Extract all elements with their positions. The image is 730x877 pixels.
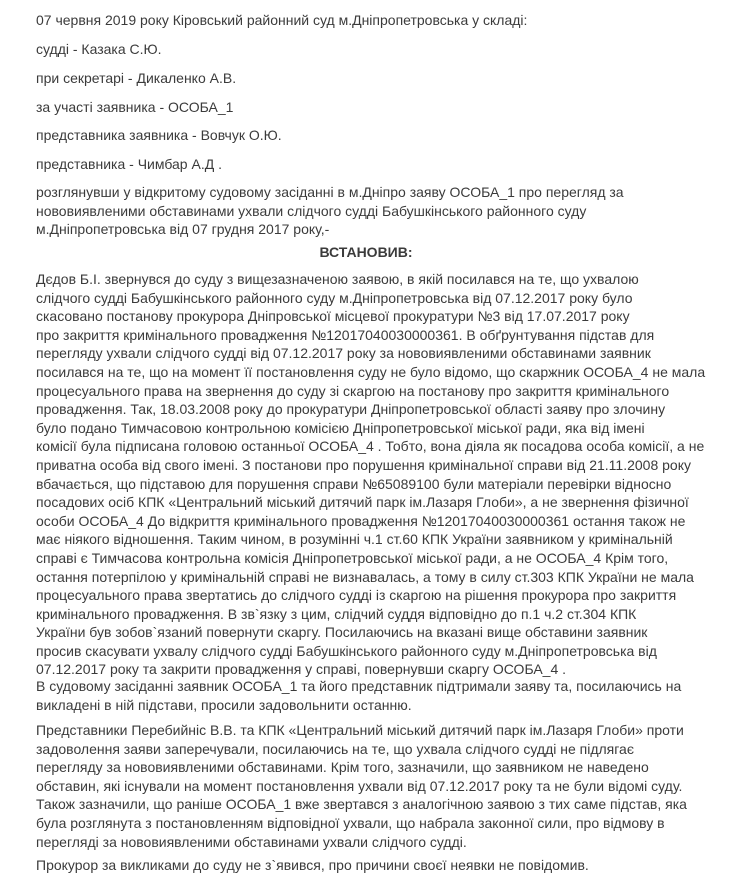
text-line: України був зобов`язаний повернути скаргу. Посилаючись на вказані вище обставини заявник [36,624,648,641]
text-line: має ніякого відношення. Таким чином, в розумінні ч.1 ст.60 КПК України заявником у кримінальній [36,531,673,548]
text-line: Дєдов Б.І. звернувся до суду з вищезазначеною заявою, в якій посилався на те, що ухвалою [36,271,639,287]
text-line: Представники Перебийніс В.В. та КПК «Центральний міський дитячий парк ім.Лазаря Глоби» проти [36,722,684,738]
text-line: приватна особа від свого імені. З постанови про порушення кримінальної справи від 21.11.2008 року [36,456,691,473]
section-heading: ВСТАНОВИВ: [319,244,413,260]
text-line: вбачається, що підставою для порушення справи №65089100 були матеріали перевірки відносно [36,475,672,492]
text-line: Також зазначили, що раніше ОСОБА_1 вже звертався з аналогічною заявою з тих саме підстав, яка [36,796,687,813]
text-line: перегляду за нововиявленими обставинами. Крім того, зазначили, що заявником не наведено [36,759,649,776]
court-date-line: 07 червня 2019 року Кіровський районний суд м.Дніпропетровська у складі: [36,12,528,28]
text-line: остання потерпілою у кримінальній справі не визнавалась, а тому в силу ст.303 КПК України не мала [36,568,694,585]
text-line: процесуального права звертатись до слідчого судді із скаргою на рішення прокурора про закриття [36,587,677,604]
text-line: В судовому засіданні заявник ОСОБА_1 та його представник підтримали заяву та, посилаючись на [36,678,682,694]
text-line: задоволення заяви заперечували, посилаючись на те, що ухвала слідчого судді не підлягає [36,740,634,757]
text-line: Прокурор за викликами до суду не з`явився, про причини своєї неявки не повідомив. [36,857,589,873]
text-line: скасовано постанову прокурора Дніпровської місцевої прокуратури №3 від 17.07.2017 року [36,308,630,325]
paragraph-hearing [36,677,696,714]
paragraph-statement [36,270,706,679]
text-line: обставин, які існували на момент постановлення ухвали від 07.12.2017 року та не були відомі суду. [36,777,683,794]
text-line: посилався на те, що на момент її постановлення суду не було відомо, що скаржник ОСОБА_4 не мала [36,363,706,380]
text-line: процесуального права на звернення до суду зі скаргою на постанову про закриття кримінального [36,382,670,399]
text-line: була розглянута з постановленням відповідної ухвали, що набрала законної сили, про відмову в [36,814,665,831]
text-line: 07.12.2017 року та закрити провадження у справі, повернувши скаргу ОСОБА_4 . [36,661,567,678]
paragraph-prosecutor [36,856,696,875]
text-line: викладені в ній підстави, просили задовольнити останню. [36,696,412,713]
text-line: було подано Тимчасовою контрольною комісією Дніпропетровської міської ради, яка від імені [36,419,645,436]
applicant-rep-line: представника заявника - Вовчук О.Ю. [36,127,282,143]
text-line: кримінального провадження. В зв`язку з цим, слідчий суддя відповідно до п.1 ч.2 ст.304 КПК [36,605,637,622]
applicant-line: за участі заявника - ОСОБА_1 [36,99,234,115]
paragraph-objection [36,721,696,851]
rep-line: представника - Чимбар А.Д . [36,156,222,172]
text-line: перегляді за нововиявленими обставинами ухвали слідчого судді. [36,833,467,850]
text-line: комісії була підписана головою останньої ОСОБА_4 . Тобто, вона діяла як посадова особа комісії, а не [36,438,705,455]
considering-paragraph [36,183,696,239]
text-line: перегляду ухвали слідчого судді від 07.12.2017 року за нововиявленими обставинами заявник [36,345,651,362]
text-line: просив скасувати ухвалу слідчого судді Бабушкінського районного суду м.Дніпропетровська від [36,642,657,659]
text-line: справі є Тимчасова контрольна комісія Дніпропетровської міської ради, а не ОСОБА_4 Крім того, [36,549,669,566]
text-line: особи ОСОБА_4 До відкриття кримінального провадження №12017040030000361 остання також не [36,512,686,529]
text-line: провадження. Так, 18.03.2008 року до прокуратури Дніпропетровської області заяву про злочину [36,401,666,418]
text-line: розглянувши у відкритому судовому засіданні в м.Дніпро заяву ОСОБА_1 про перегляд за [36,184,624,200]
text-line: посадових осіб КПК «Центральний міський дитячий парк ім.Лазаря Глоби», а не звернення фізичної [36,494,689,511]
judge-line: судді - Казака С.Ю. [36,41,162,57]
text-line: про закриття кримінального провадження №12017040030000361. В обґрунтування підстав для [36,326,655,343]
text-line: м.Дніпропетровська від 07 грудня 2017 року,- [36,221,330,238]
text-line: слідчого судді Бабушкінського районного суду м.Дніпропетровська від 07.12.2017 року було [36,289,633,306]
text-line: нововиявленими обставинами ухвали слідчого судді Бабушкінського районного суду [36,202,587,219]
secretary-line: при секретарі - Дикаленко А.В. [36,70,237,86]
